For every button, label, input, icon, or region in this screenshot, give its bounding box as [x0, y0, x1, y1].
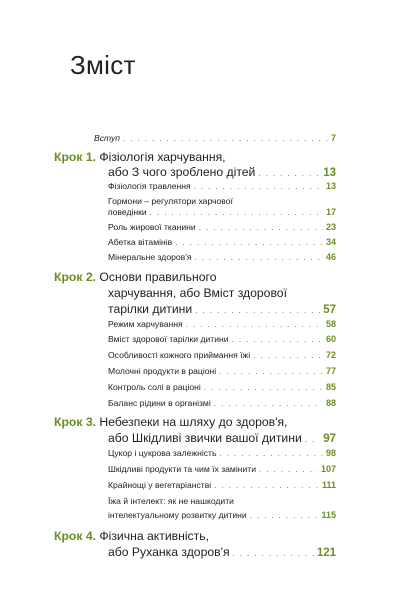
toc-page-number: 60 — [325, 334, 336, 344]
toc-entry[interactable] — [108, 350, 336, 360]
toc-page-number: 7 — [330, 133, 336, 143]
leader-dots — [199, 223, 323, 232]
toc-page-number: 13 — [323, 167, 336, 179]
toc-page-number: 85 — [325, 382, 336, 392]
toc-page-number: 34 — [325, 237, 336, 247]
toc-page-number: 72 — [325, 350, 336, 360]
leader-dots — [219, 449, 323, 458]
toc-entry[interactable] — [108, 207, 336, 217]
chapter-title: Небезпеки на шляху до здоров'я, — [99, 415, 288, 429]
leader-dots — [305, 435, 320, 444]
chapter-1-heading-line1[interactable] — [54, 150, 226, 164]
toc-page-number: 121 — [316, 547, 336, 559]
chapter-2-heading-line3[interactable] — [108, 302, 336, 316]
toc-entry[interactable] — [108, 252, 336, 262]
toc-entry-label: Баланс рідини в організмі — [108, 398, 211, 408]
leader-dots — [175, 238, 323, 247]
toc-entry-label: Режим харчування — [108, 319, 183, 329]
leader-dots — [150, 208, 323, 217]
leader-dots — [250, 511, 319, 520]
toc-page-number: 115 — [321, 510, 336, 520]
toc-entry[interactable] — [108, 398, 336, 408]
toc-entry-label: Цукор і цукрова залежність — [108, 448, 217, 458]
chapter-number: Крок 3. — [54, 415, 96, 429]
chapter-title: Фізіологія харчування, — [99, 150, 226, 164]
toc-entry-label: Крайнощі у вегетаріанстві — [108, 480, 212, 490]
chapter-4-heading-line2[interactable] — [108, 545, 336, 559]
toc-page-number: 57 — [323, 304, 336, 316]
page-title: Зміст — [70, 50, 136, 80]
chapter-title: Фізична активність, — [99, 529, 209, 543]
chapter-1-heading-line2[interactable] — [108, 165, 336, 179]
toc-entry[interactable] — [108, 448, 336, 458]
toc-page-number: 13 — [325, 181, 336, 191]
toc-entry[interactable] — [108, 464, 336, 474]
toc-entry[interactable] — [108, 237, 336, 247]
toc-entry-label: Абетка вітамінів — [108, 237, 173, 247]
toc-page-number: 97 — [323, 433, 336, 445]
toc-page-number: 58 — [325, 319, 336, 329]
chapter-3-heading-line1[interactable] — [54, 415, 287, 429]
leader-dots — [214, 399, 323, 408]
leader-dots — [253, 351, 323, 360]
leader-dots — [233, 549, 314, 558]
toc-entry-label: Вступ — [94, 133, 121, 143]
toc-page-number: 17 — [325, 207, 336, 217]
toc-entry-label: Особливості кожного приймання їжі — [108, 350, 251, 360]
chapter-number: Крок 4. — [54, 529, 96, 543]
chapter-3-heading-line2[interactable] — [108, 431, 336, 445]
leader-dots — [195, 253, 323, 262]
toc-entry-line1[interactable]: Гормони – регулятори харчової — [108, 196, 233, 206]
toc-page-number: 23 — [325, 222, 336, 232]
toc-entry-intro[interactable] — [94, 133, 336, 143]
toc-entry[interactable] — [108, 382, 336, 392]
toc-entry-label: Вміст здорової тарілки дитини — [108, 334, 229, 344]
toc-entry-label: поведінки — [108, 207, 147, 217]
leader-dots — [186, 320, 323, 329]
toc-page-number: 98 — [325, 448, 336, 458]
toc-entry[interactable] — [108, 480, 336, 490]
toc-entry-label: Молочні продукти в раціоні — [108, 366, 217, 376]
chapter-2-heading-line2[interactable]: харчування, або Вміст здорової — [108, 286, 287, 300]
toc-entry-label: інтелектуальному розвитку дитини — [108, 510, 247, 520]
chapter-number: Крок 1. — [54, 150, 96, 164]
chapter-number: Крок 2. — [54, 270, 96, 284]
toc-page-number: 111 — [321, 480, 336, 490]
toc-entry-label: Контроль солі в раціоні — [108, 382, 201, 392]
toc-entry-label: Фізіологія травлення — [108, 181, 191, 191]
chapter-2-heading-line1[interactable] — [54, 270, 217, 284]
leader-dots — [123, 134, 328, 143]
toc-entry[interactable] — [108, 319, 336, 329]
toc-entry-label: Роль жирової тканини — [108, 222, 196, 232]
toc-entry[interactable] — [108, 334, 336, 344]
toc-page-number: 88 — [325, 398, 336, 408]
chapter-title: або З чого зроблено дітей — [108, 165, 256, 179]
toc-entry[interactable] — [108, 510, 336, 520]
toc-entry-label: Мінеральне здоров'я — [108, 252, 192, 262]
chapter-title: або Руханка здоров'я — [108, 545, 230, 559]
toc-page-number: 46 — [325, 252, 336, 262]
leader-dots — [259, 465, 318, 474]
toc-entry[interactable] — [108, 366, 336, 376]
toc-entry-line1[interactable]: Їжа й інтелект: як не нашкодити — [108, 496, 234, 506]
chapter-title: тарілки дитини — [108, 302, 193, 316]
toc-entry-label: Шкідливі продукти та чим їх замінити — [108, 464, 257, 474]
leader-dots — [232, 335, 323, 344]
leader-dots — [194, 182, 323, 191]
toc-entry[interactable] — [108, 222, 336, 232]
toc-entry[interactable] — [108, 181, 336, 191]
chapter-title: Основи правильного — [99, 270, 217, 284]
chapter-title: або Шкідливі звички вашої дитини — [108, 431, 302, 445]
leader-dots — [204, 383, 323, 392]
leader-dots — [219, 367, 323, 376]
leader-dots — [214, 481, 319, 490]
chapter-4-heading-line1[interactable] — [54, 529, 209, 543]
leader-dots — [195, 306, 320, 315]
leader-dots — [258, 169, 320, 178]
toc-page-number: 107 — [320, 464, 336, 474]
toc-page-number: 77 — [325, 366, 336, 376]
